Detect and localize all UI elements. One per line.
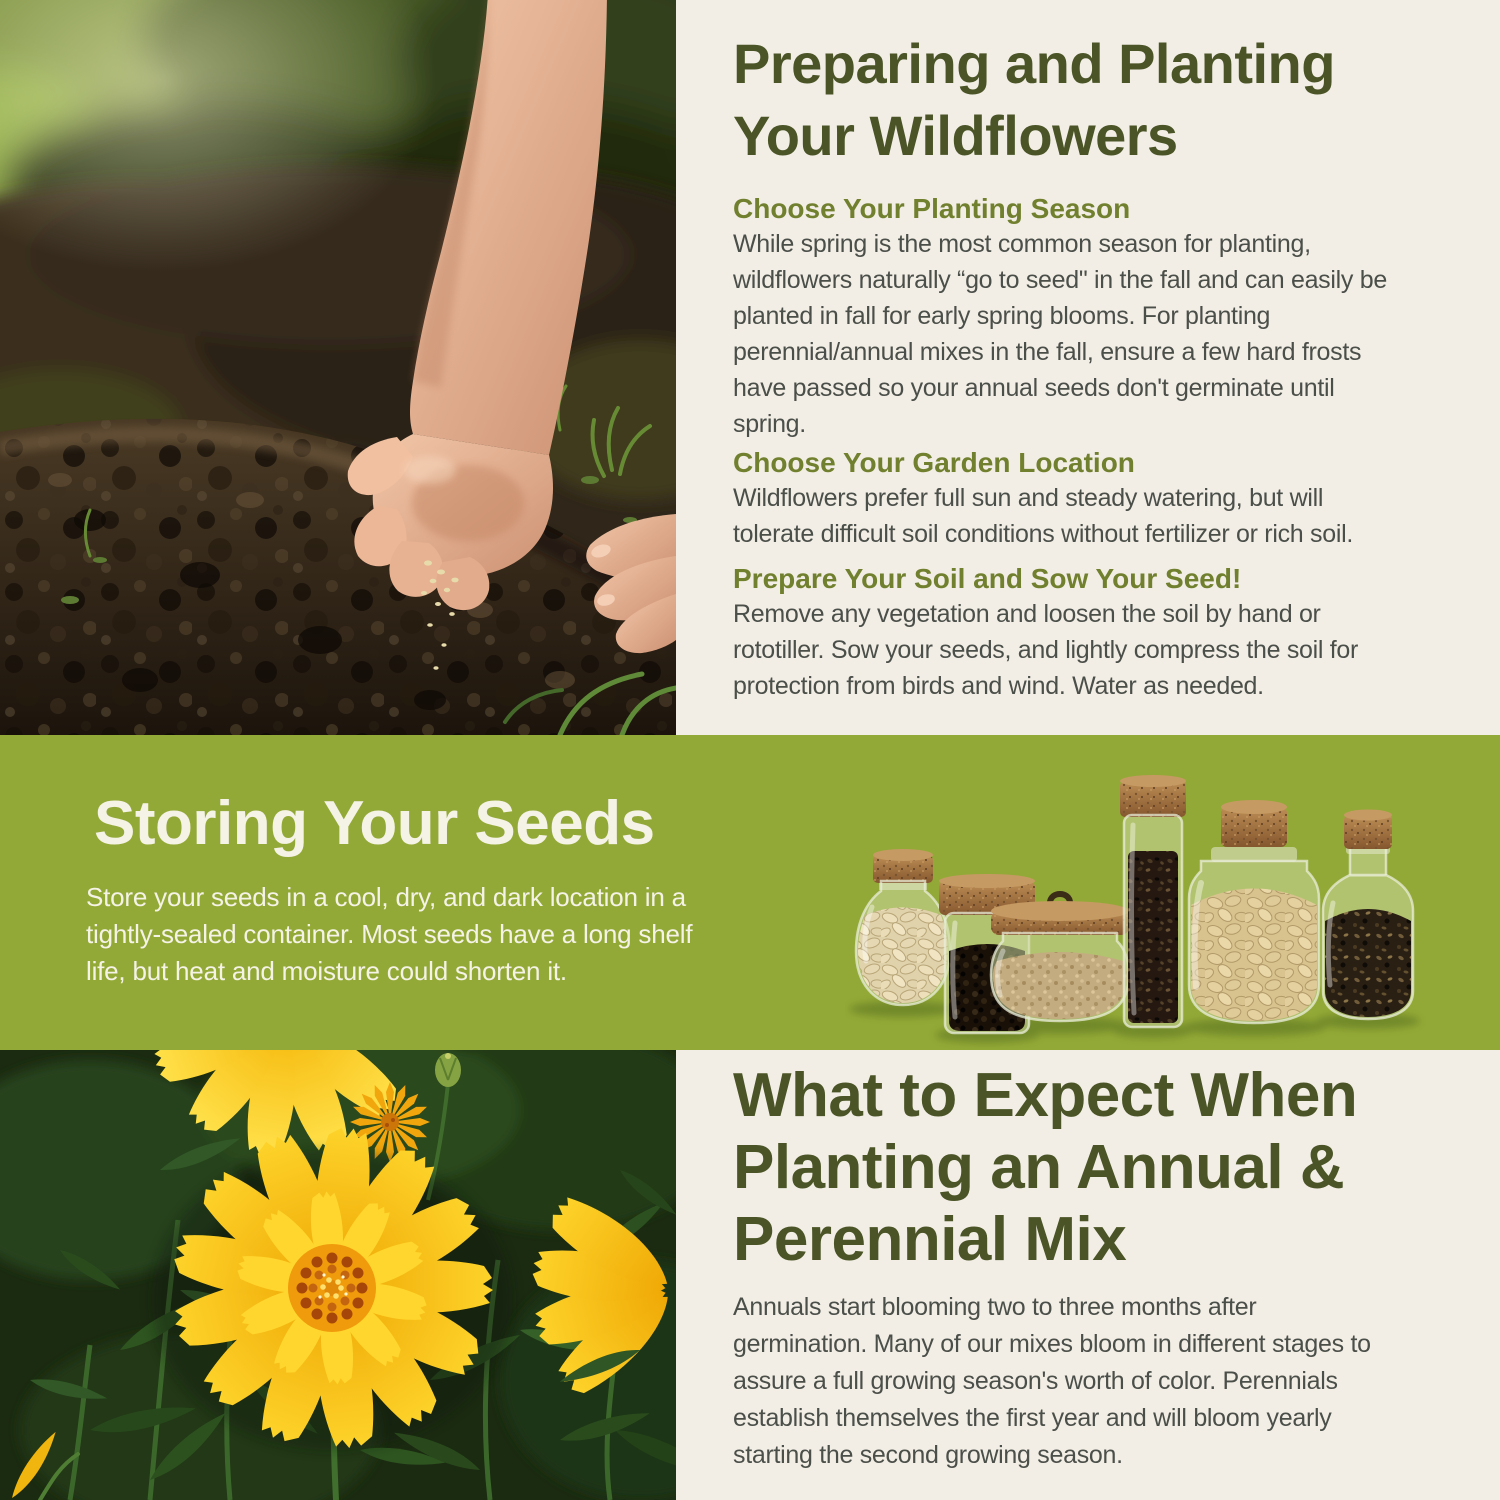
seed-jars-photo — [845, 755, 1500, 1050]
cosmos-flowers-photo — [0, 1050, 676, 1500]
what-to-expect-section — [676, 1050, 1500, 1500]
section-body: Annuals start blooming two to three months after germination. Many of our mixes bloom in different stages to assure a full growing season's worth of color. Perennials establish themselves the first year and will bloom yearly starting the second growing season. — [733, 1293, 1371, 1469]
subsection-heading: Choose Your Planting Season — [733, 193, 1131, 224]
planting-season-subsection — [733, 192, 1482, 442]
sowing-photo-illustration — [0, 0, 676, 735]
section-title: What to Expect When Planting an Annual & Perennial Mix — [733, 1061, 1358, 1274]
garden-location-subsection — [733, 446, 1482, 552]
subsection-body: Wildflowers prefer full sun and steady watering, but will tolerate difficult soil conditions without fertilizer or rich soil. — [733, 484, 1353, 548]
sowing-seeds-photo — [0, 0, 676, 735]
subsection-body: While spring is the most common season for planting, wildflowers naturally “go to seed" in the fall and can easily be planted in fall for early spring blooms. For planting perennial/annual mixes in the fall, ensure a few hard frosts have passed so your annual seeds don't germinate until spring. — [733, 230, 1387, 438]
seed-jars-illustration — [845, 755, 1500, 1050]
cosmos-illustration — [0, 1050, 676, 1500]
seed-jar-pumpkin — [1189, 800, 1319, 1023]
seed-jar-beans — [856, 849, 950, 1005]
band-title: Storing Your Seeds — [94, 789, 655, 858]
subsection-heading: Prepare Your Soil and Sow Your Seed! — [733, 563, 1242, 594]
prepare-soil-subsection — [733, 562, 1482, 704]
seed-jar-mixed — [1323, 810, 1413, 1020]
page-title: Preparing and Planting Your Wildflowers — [733, 32, 1335, 167]
seed-jar-chia — [1120, 775, 1186, 1027]
band-body: Store your seeds in a cool, dry, and dark location in a tightly-sealed container. Most seeds have a long shelf life, but heat and moisture could shorten it. — [86, 882, 693, 986]
storing-seeds-band — [0, 735, 1500, 1050]
preparing-planting-section — [676, 0, 1500, 735]
subsection-heading: Choose Your Garden Location — [733, 447, 1135, 478]
seed-jar-tan — [991, 894, 1129, 1021]
subsection-body: Remove any vegetation and loosen the soil by hand or rototiller. Sow your seeds, and lightly compress the soil for protection from birds and wind. Water as needed. — [733, 600, 1359, 700]
